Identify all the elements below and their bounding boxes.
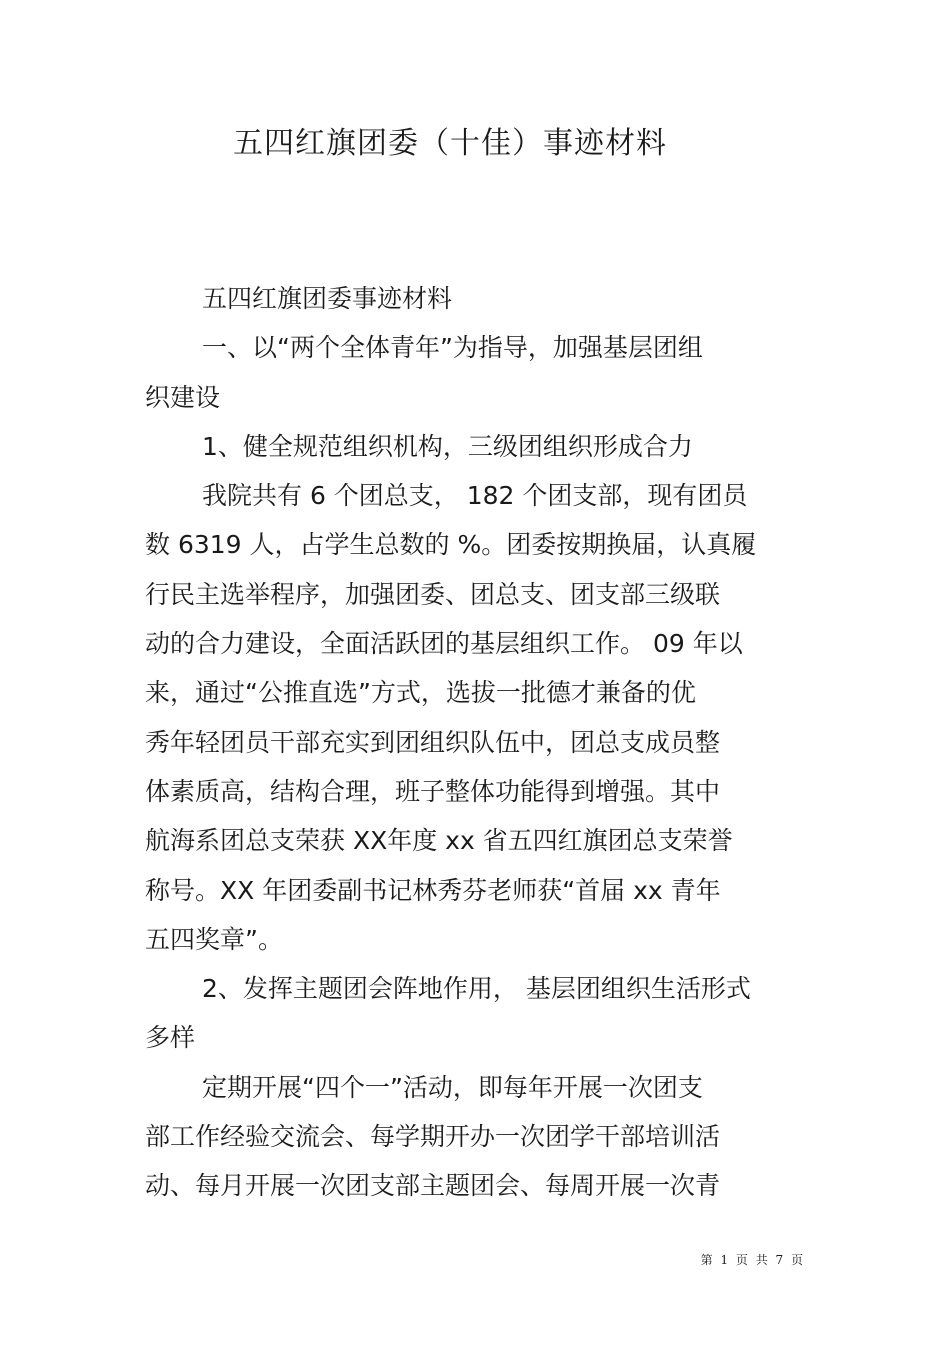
paragraph-line: 航海系团总支荣获 XX年度 xx 省五四红旗团总支荣誉 — [145, 826, 733, 856]
paragraph-line: 动的合力建设，全面活跃团的基层组织工作。 09 年以 — [145, 629, 743, 659]
paragraph-line: 动、每月开展一次团支部主题团会、每周开展一次青 — [145, 1171, 721, 1201]
paragraph-line: 行民主选举程序，加强团委、团总支、团支部三级联 — [145, 579, 721, 609]
paragraph-line: 1、健全规范组织机构，三级团组织形成合力 — [202, 431, 693, 461]
paragraph-line: 来，通过“公推直选”方式，选拔一批德才兼备的优 — [145, 678, 696, 708]
paragraph-line: 一、以“两个全体青年”为指导，加强基层团组 — [202, 333, 703, 363]
paragraph-line: 我院共有 6 个团总支， 182 个团支部，现有团员 — [202, 481, 748, 511]
paragraph-line: 织建设 — [145, 382, 221, 412]
paragraph-line: 数 6319 人，占学生总数的 %。团委按期换届，认真履 — [145, 530, 757, 560]
document-body — [145, 274, 810, 1211]
paragraph-line: 称号。XX 年团委副书记林秀芬老师获“首届 xx 青年 — [145, 875, 721, 905]
paragraph-line: 部工作经验交流会、每学期开办一次团学干部培训活 — [145, 1122, 721, 1152]
paragraph-line: 体素质高，结构合理，班子整体功能得到增强。其中 — [145, 776, 721, 806]
paragraph-line: 秀年轻团员干部充实到团组织队伍中，团总支成员整 — [145, 727, 721, 757]
paragraph-line: 定期开展“四个一”活动，即每年开展一次团支 — [202, 1072, 703, 1102]
document-title: 五四红旗团委（十佳）事迹材料 — [233, 126, 667, 161]
paragraph-line: 五四红旗团委事迹材料 — [202, 284, 453, 313]
paragraph-line: 2、发挥主题团会阵地作用， 基层团组织生活形式 — [202, 974, 751, 1004]
page-footer: 第 1 页 共 7 页 — [700, 1253, 805, 1267]
paragraph-line: 多样 — [145, 1023, 196, 1053]
paragraph-line: 五四奖章”。 — [145, 924, 283, 954]
